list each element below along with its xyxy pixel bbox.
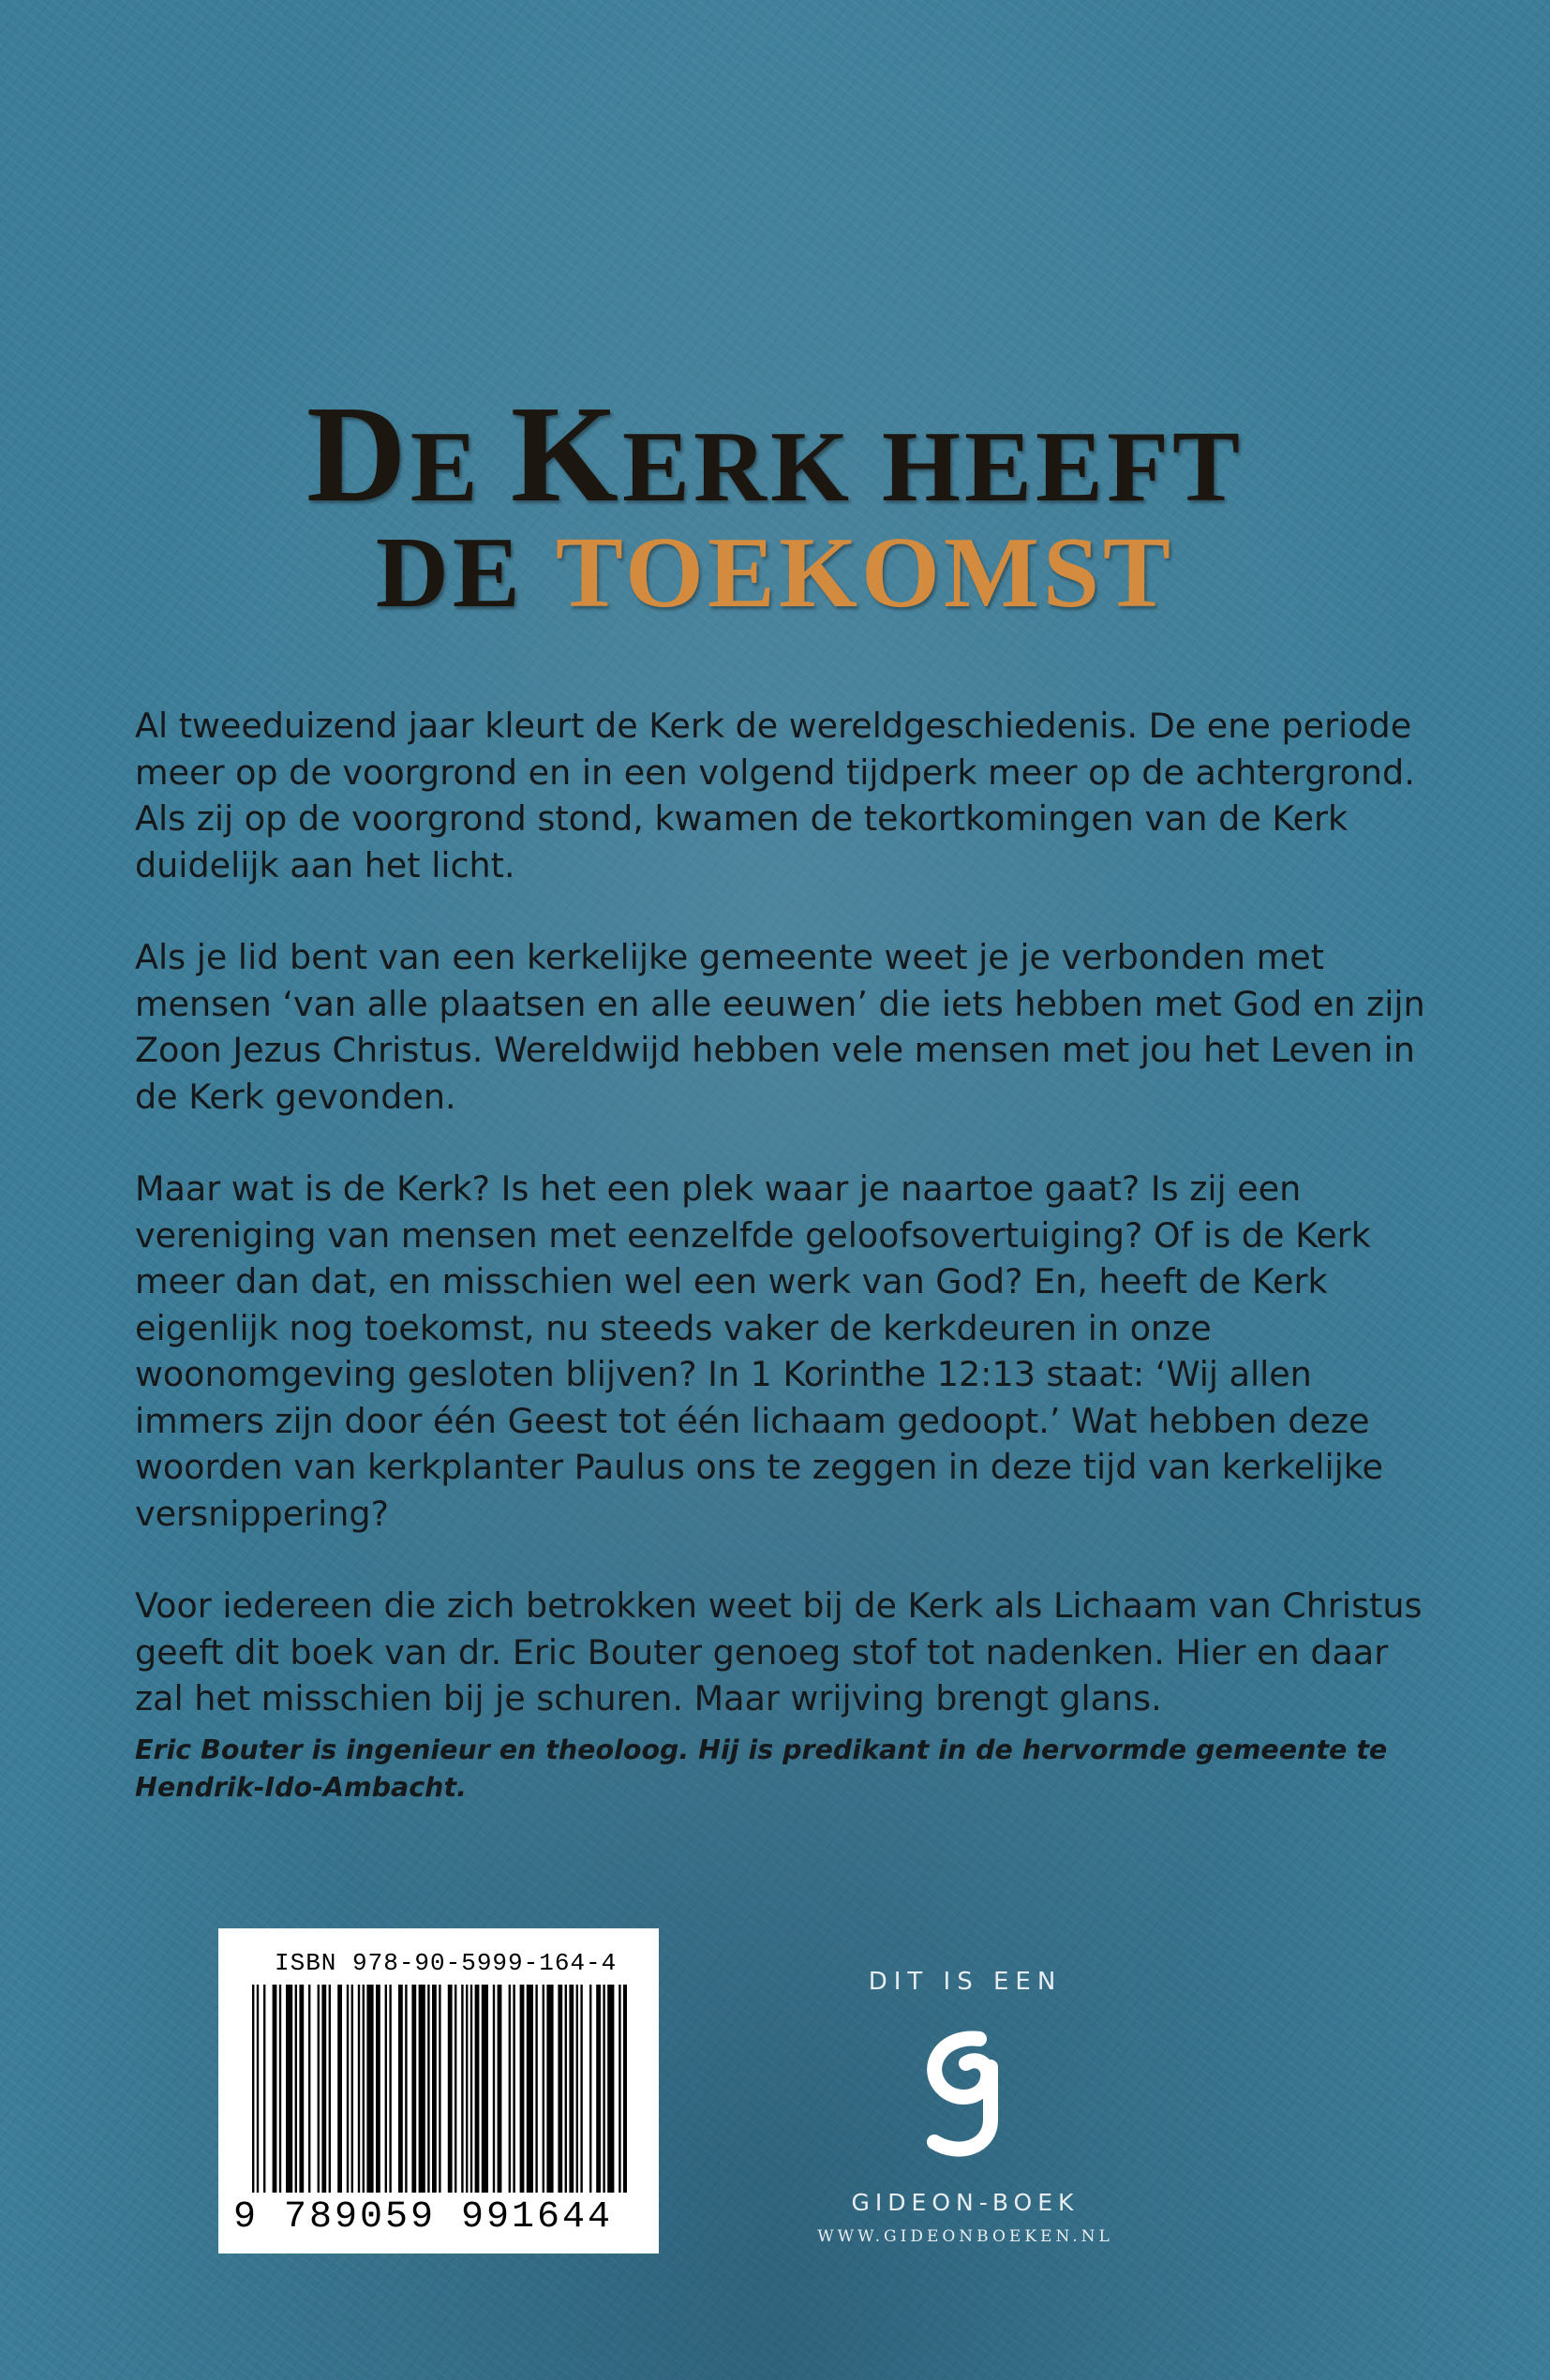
- isbn-number: ISBN 978-90-5999-164-4: [275, 1949, 618, 1977]
- barcode-bar: [619, 1985, 620, 2193]
- barcode-bar: [351, 1985, 353, 2193]
- barcode-bar: [580, 1985, 582, 2193]
- barcode-bar: [329, 1985, 331, 2193]
- barcode-bar: [439, 1985, 440, 2193]
- title-line-1: [0, 375, 1550, 534]
- blurb-paragraph-2: Als je lid bent van een kerkelijke gemeente weet je je verbonden met mensen ‘van alle plaatsen en alle eeuwen’ die iets hebben met God en zijn Zoon Jezus Christus. Wereldwijd hebben vele mensen met jou het Leven in de Kerk gevonden.: [135, 937, 1425, 1117]
- title-word-toekomst: TOEKOMST: [555, 517, 1175, 629]
- barcode-bar: [455, 1985, 456, 2193]
- barcode-bar: [279, 1985, 281, 2193]
- blurb-paragraph-3: Maar wat is de Kerk? Is het een plek waar je naartoe gaat? Is zij een vereniging van mensen met eenzelfde geloofsovertuiging? Of is de Kerk meer dan dat, en misschien wel een werk van God? En, heeft de Kerk eigenlijk nog toekomst, nu steeds vaker de kerkdeuren in onze woonomgeving gesloten blijven? In 1 Korinthe 12:13 staat: ‘Wij allen immers zijn door één Geest tot één lichaam gedoopt.’ Wat hebben deze woorden van kerkplanter Paulus ons te zeggen in deze tijd van kerkelijke versnippering?: [135, 1168, 1384, 1534]
- barcode-bar: [596, 1985, 601, 2193]
- barcode-bars: [252, 1985, 627, 2193]
- barcode-bar: [337, 1985, 342, 2193]
- barcode-bar: [411, 1985, 416, 2193]
- ean-digits: 9 789059 991644: [233, 2196, 614, 2239]
- barcode-bar: [376, 1985, 380, 2193]
- barcode-bar: [366, 1985, 373, 2193]
- blurb-text: [135, 703, 1428, 1768]
- barcode-bar: [558, 1985, 562, 2193]
- publisher-tagline: DIT IS EEN: [868, 1968, 1063, 1996]
- barcode-bar: [448, 1985, 453, 2193]
- barcode-bar: [358, 1985, 360, 2193]
- barcode-bar: [482, 1985, 488, 2193]
- barcode-bar: [509, 1985, 511, 2193]
- barcode-bar: [543, 1985, 544, 2193]
- barcode-bar: [603, 1985, 604, 2193]
- barcode-bar: [513, 1985, 514, 2193]
- barcode-bar: [527, 1985, 533, 2193]
- barcode-bar: [461, 1985, 463, 2193]
- barcode-bar: [263, 1985, 265, 2193]
- title-letter-e: E: [410, 411, 482, 523]
- barcode-bar: [520, 1985, 525, 2193]
- barcode-bar: [257, 1985, 259, 2193]
- barcode-bar: [405, 1985, 407, 2193]
- barcode-bar: [273, 1985, 277, 2193]
- barcode-bar: [318, 1985, 320, 2193]
- barcode-bar: [389, 1985, 391, 2193]
- blurb-paragraph-4: Voor iedereen die zich betrokken weet bij de Kerk als Lichaam van Christus geeft dit boek van dr. Eric Bouter genoeg stof tot nadenken. Hier en daar zal het misschien bij je schuren. Maar wrijving brengt glans.: [135, 1585, 1423, 1718]
- barcode-bar: [432, 1985, 437, 2193]
- barcode-bar: [546, 1985, 553, 2193]
- title-letter-d: D: [306, 378, 410, 531]
- barcode-bar: [498, 1985, 502, 2193]
- isbn-barcode: [218, 1928, 659, 2254]
- barcode-bar: [321, 1985, 326, 2193]
- barcode-bar: [466, 1985, 468, 2193]
- barcode-bar: [576, 1985, 578, 2193]
- title-word-heeft: HEEFT: [882, 411, 1244, 523]
- barcode-bar: [295, 1985, 297, 2193]
- title-line-2: [0, 515, 1550, 632]
- title-word-erk: ERK: [621, 411, 853, 523]
- barcode-bar: [363, 1985, 365, 2193]
- barcode-bar: [493, 1985, 495, 2193]
- barcode-bar: [347, 1985, 349, 2193]
- barcode-bar: [427, 1985, 429, 2193]
- barcode-bar: [419, 1985, 425, 2193]
- barcode-bar: [535, 1985, 537, 2193]
- publisher-website: WWW.GIDEONBOEKEN.NL: [817, 2227, 1113, 2246]
- barcode-bar: [569, 1985, 574, 2193]
- barcode-bar: [286, 1985, 292, 2193]
- barcode-bar: [398, 1985, 403, 2193]
- barcode-bar: [299, 1985, 304, 2193]
- title-letter-k: K: [510, 378, 622, 531]
- publisher-block: [778, 1968, 1153, 2246]
- author-note: Eric Bouter is ingenieur en theoloog. Hij is predikant in de hervormde gemeente te Hendrik-Ido-Ambacht.: [135, 1734, 1388, 1803]
- gideon-g-logo-icon: [914, 2030, 1017, 2161]
- barcode-bar: [308, 1985, 310, 2193]
- barcode-bar: [565, 1985, 567, 2193]
- barcode-bar: [623, 1985, 627, 2193]
- barcode-bar: [252, 1985, 254, 2193]
- barcode-bar: [589, 1985, 591, 2193]
- barcode-bar: [475, 1985, 480, 2193]
- blurb-paragraph-1: Al tweeduizend jaar kleurt de Kerk de wereldgeschiedenis. De ene periode meer op de voorgrond en in een volgend tijdperk meer op de achtergrond. Als zij op de voorgrond stond, kwamen de tekortkomingen van de Kerk duidelijk aan het licht.: [135, 706, 1415, 885]
- barcode-bar: [470, 1985, 472, 2193]
- barcode-bar: [607, 1985, 614, 2193]
- publisher-name: GIDEON-BOEK: [851, 2189, 1080, 2216]
- title-word-de: DE: [375, 517, 524, 629]
- barcode-bar: [385, 1985, 387, 2193]
